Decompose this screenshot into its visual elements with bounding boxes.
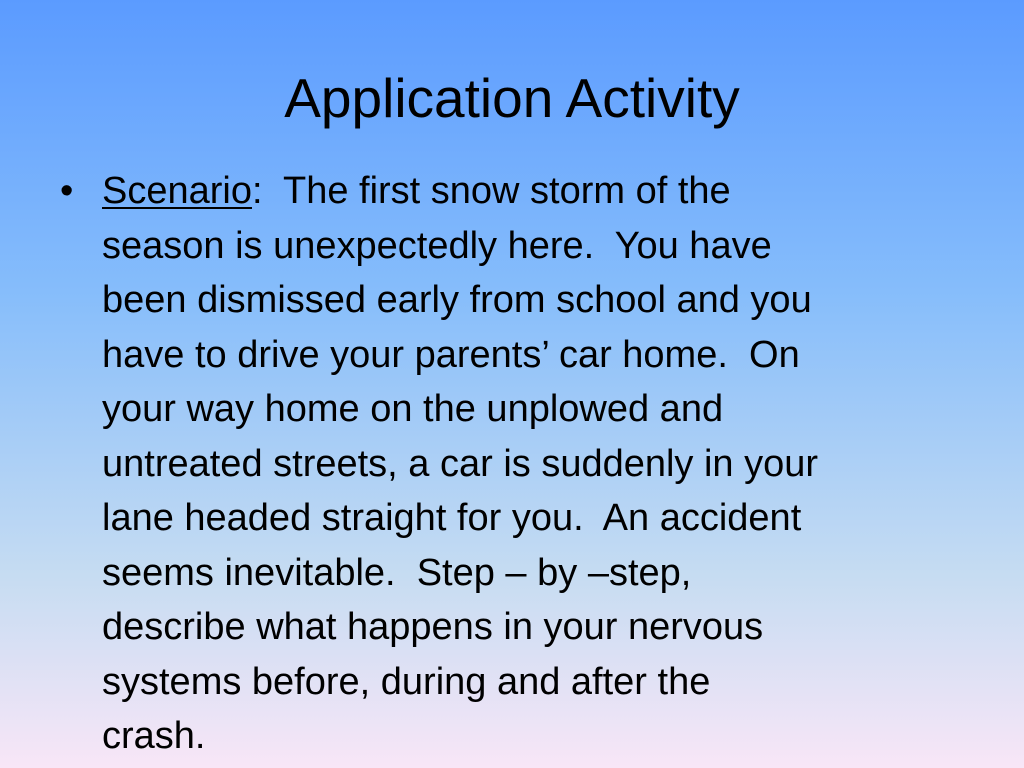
bullet-text-line: been dismissed early from school and you (102, 279, 812, 321)
slide-title: Application Activity (284, 67, 740, 129)
bullet-text-line: crash. (102, 715, 206, 757)
bullet-text-line: lane headed straight for you. An accident (102, 497, 802, 539)
bullet-text-line: have to drive your parents’ car home. On (102, 333, 800, 376)
bullet-text-line: your way home on the unplowed and (102, 388, 724, 430)
bullet-marker: • (60, 170, 74, 212)
scenario-bullet (60, 164, 980, 764)
slide-content (60, 164, 980, 764)
scenario-label-colon: : (251, 170, 263, 212)
bullet-line-1 (102, 164, 980, 219)
bullet-text-line: The first snow storm of the (262, 170, 731, 212)
bullet-text-line: systems before, during and after the (102, 660, 711, 703)
bullet-text-line: untreated streets, a car is suddenly in your (102, 442, 819, 485)
bullet-text-line: seems inevitable. Step – by –step, (102, 551, 692, 594)
bullet-text-line: describe what happens in your nervous (102, 606, 764, 648)
bullet-text-line: season is unexpectedly here. You have (102, 224, 772, 267)
scenario-label: Scenario (102, 170, 252, 212)
